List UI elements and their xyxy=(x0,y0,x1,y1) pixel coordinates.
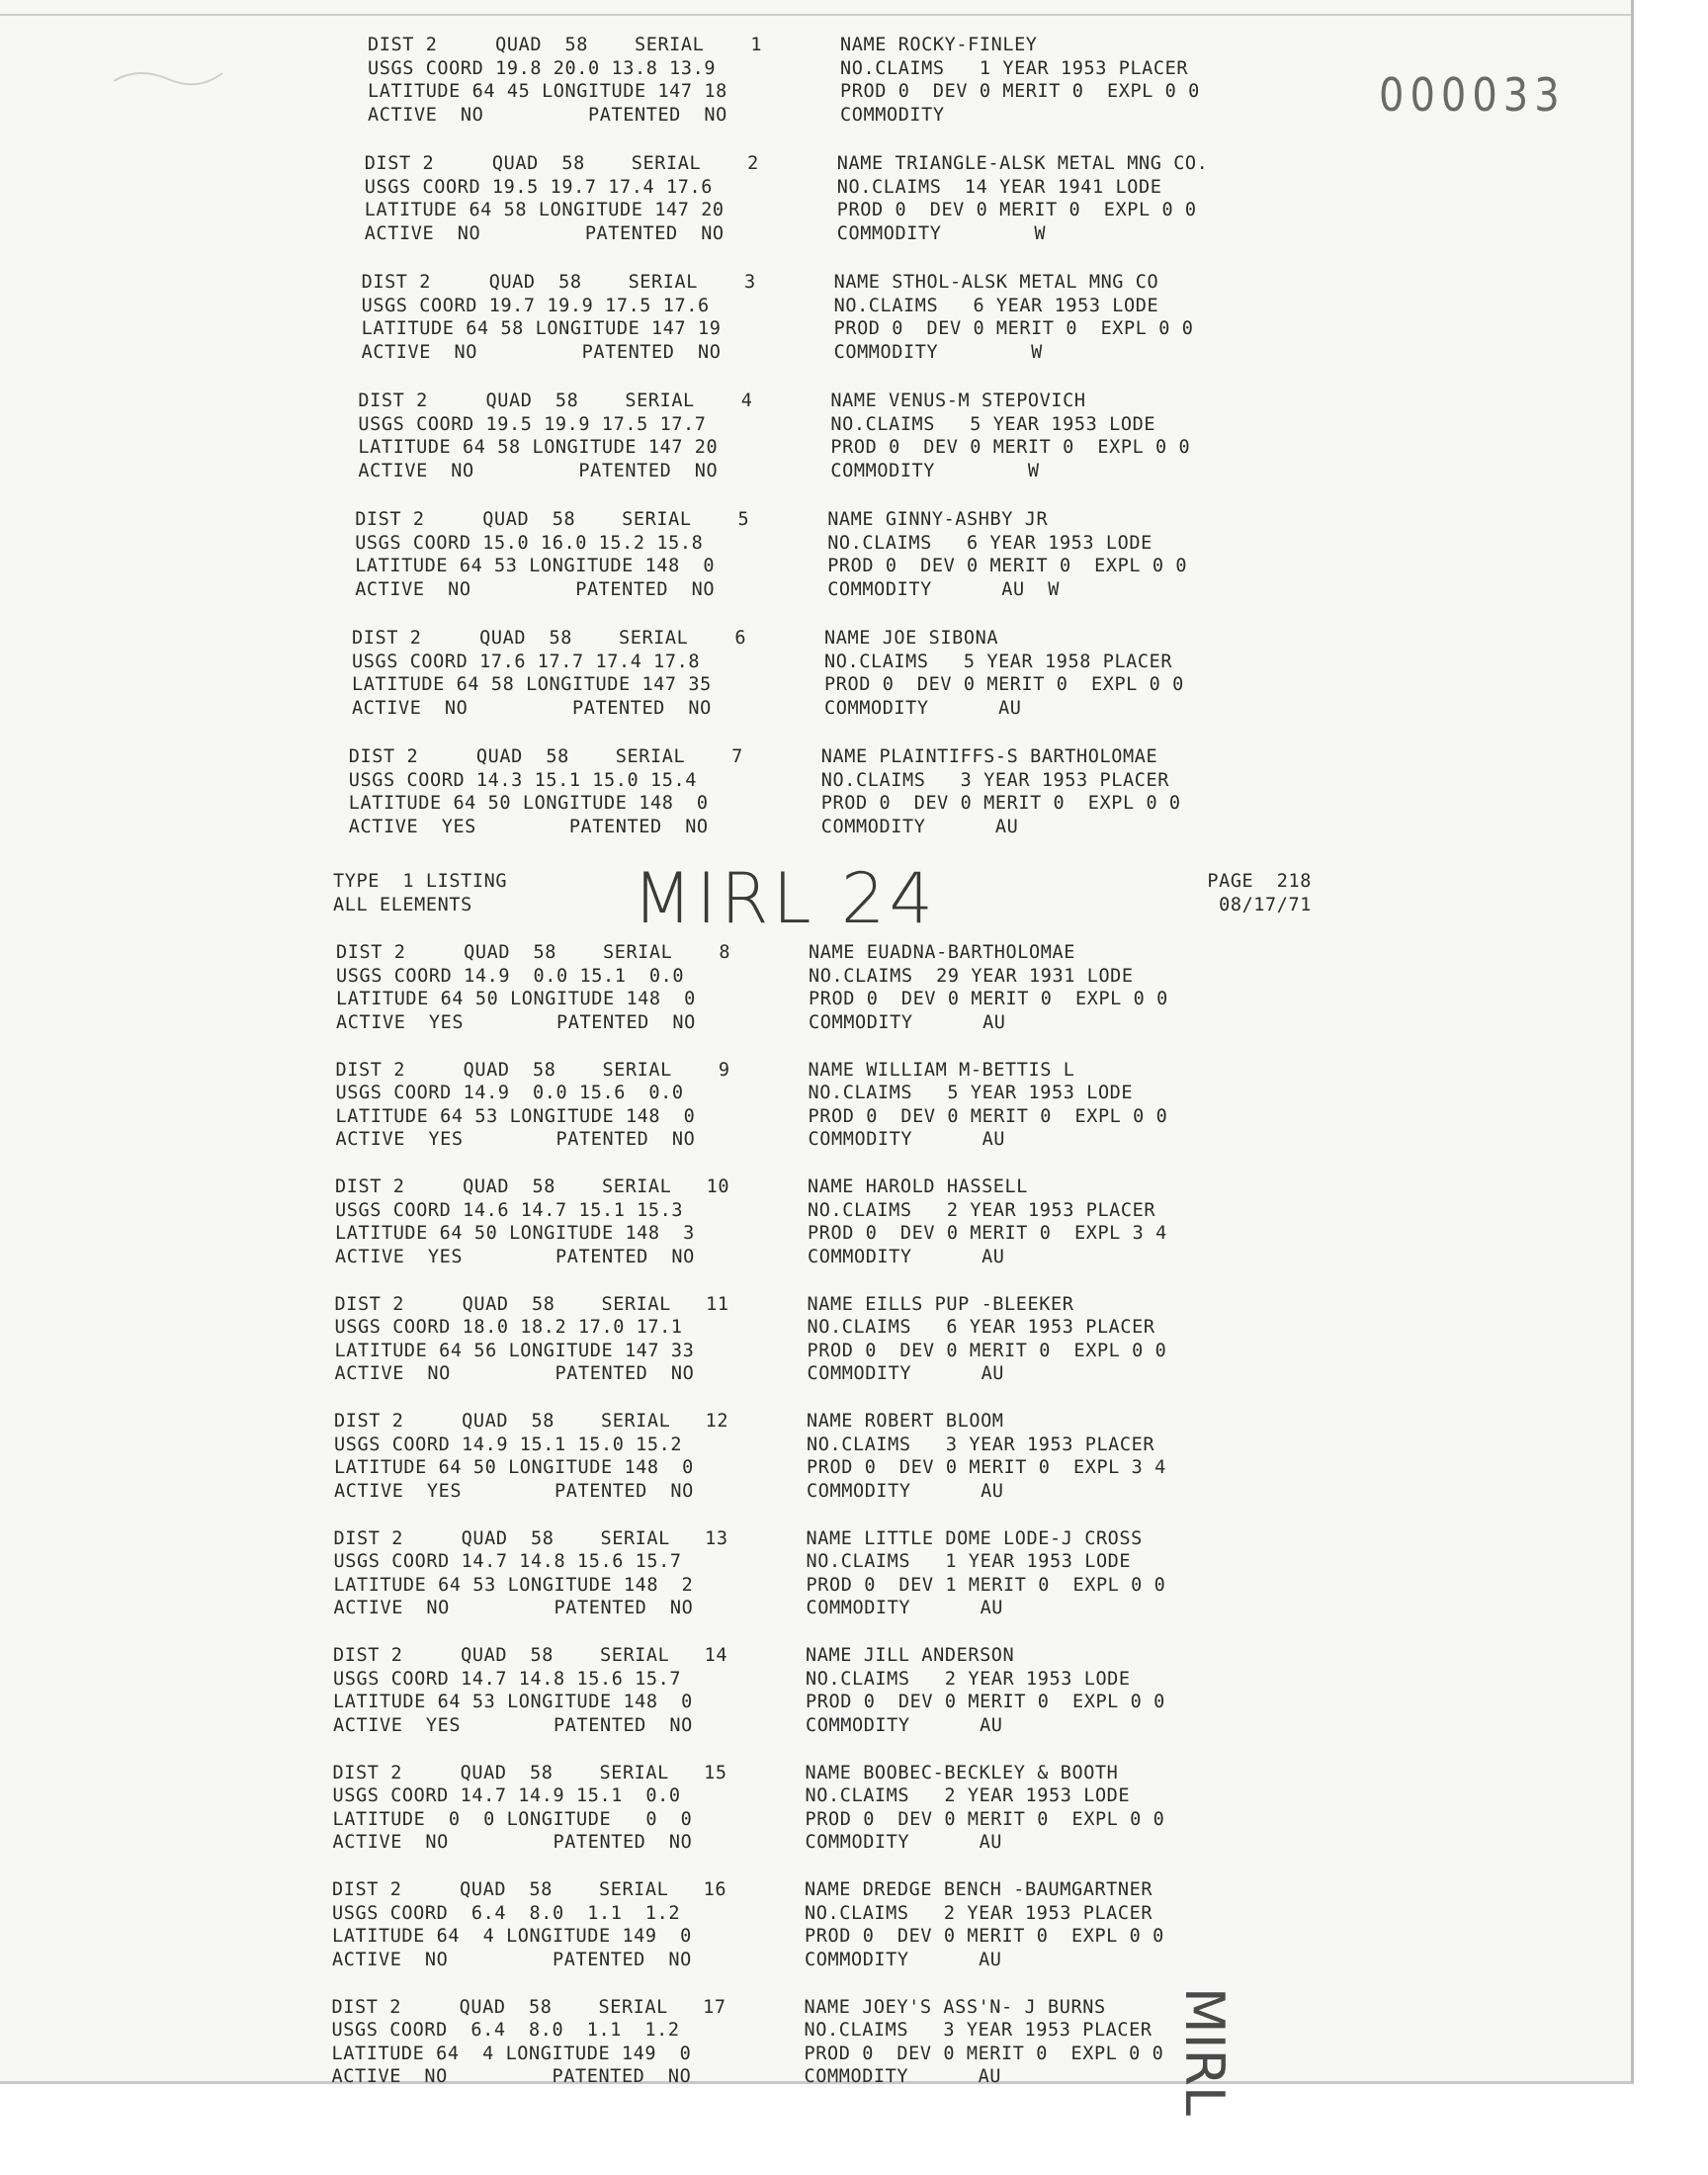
record-left-field: USGS COORD 19.7 19.9 17.5 17.6 xyxy=(361,295,710,316)
record-line xyxy=(349,769,1288,793)
record-right-field: COMMODITY AU xyxy=(806,1598,1004,1619)
record-right-field: NO.CLAIMS 2 YEAR 1953 LODE xyxy=(805,1785,1131,1807)
claim-record xyxy=(362,271,1301,364)
record-line xyxy=(362,341,1301,365)
record-line xyxy=(368,57,1307,81)
claim-record xyxy=(368,34,1307,127)
record-right-field: COMMODITY AU xyxy=(809,1011,1006,1033)
record-right-field: COMMODITY AU xyxy=(804,2066,1002,2088)
record-line xyxy=(355,508,1294,532)
claim-record xyxy=(355,508,1294,601)
record-right-field: NO.CLAIMS 6 YEAR 1953 LODE xyxy=(827,532,1153,554)
record-left-field: USGS COORD 14.9 0.0 15.6 0.0 xyxy=(335,1083,684,1104)
record-left-field: DIST 2 QUAD 58 SERIAL 12 xyxy=(334,1411,729,1433)
record-left-field: DIST 2 QUAD 58 SERIAL 9 xyxy=(335,1059,730,1081)
record-line xyxy=(333,1691,1272,1714)
record-right-field: COMMODITY AU xyxy=(805,1949,1002,1970)
claim-record xyxy=(349,745,1288,838)
record-line xyxy=(352,673,1291,697)
record-line xyxy=(335,1199,1274,1223)
record-left-field: DIST 2 QUAD 58 SERIAL 11 xyxy=(334,1293,729,1315)
record-left-field: USGS COORD 14.9 0.0 15.1 0.0 xyxy=(336,965,685,987)
record-left-field: LATITUDE 64 50 LONGITUDE 148 0 xyxy=(334,1457,694,1479)
record-left-field: ACTIVE NO PATENTED NO xyxy=(368,104,727,126)
record-left-field: ACTIVE NO PATENTED NO xyxy=(332,1949,692,1970)
record-left-field: ACTIVE YES PATENTED NO xyxy=(335,1129,696,1151)
record-left-field: LATITUDE 64 50 LONGITUDE 148 3 xyxy=(335,1223,695,1245)
page-info: PAGE 218 08/17/71 xyxy=(1207,871,1312,915)
record-line xyxy=(334,1480,1273,1504)
record-left-field: USGS COORD 15.0 16.0 15.2 15.8 xyxy=(355,532,704,554)
record-left-field: LATITUDE 64 50 LONGITUDE 148 0 xyxy=(348,793,709,815)
record-left-field: DIST 2 QUAD 58 SERIAL 8 xyxy=(336,942,731,964)
record-line xyxy=(362,295,1301,318)
record-line xyxy=(336,1082,1275,1105)
record-right-field: NO.CLAIMS 6 YEAR 1953 PLACER xyxy=(807,1317,1155,1339)
record-left-field: LATITUDE 64 58 LONGITUDE 147 35 xyxy=(352,674,712,696)
record-right-field: PROD 0 DEV 0 MERIT 0 EXPL 0 0 xyxy=(827,556,1188,577)
record-left-field: LATITUDE 64 45 LONGITUDE 147 18 xyxy=(368,81,727,103)
record-left-field: ACTIVE NO PATENTED NO xyxy=(333,1598,694,1619)
record-line xyxy=(332,1949,1271,1972)
record-line xyxy=(333,1831,1272,1855)
claim-record xyxy=(336,941,1275,1034)
record-line xyxy=(333,1808,1272,1832)
record-left-field: DIST 2 QUAD 58 SERIAL 10 xyxy=(335,1176,730,1198)
record-right-field: PROD 0 DEV 0 MERIT 0 EXPL 0 0 xyxy=(836,200,1197,221)
record-line xyxy=(334,1597,1273,1620)
record-left-field: ACTIVE NO PATENTED NO xyxy=(334,1363,695,1385)
record-left-field: USGS COORD 18.0 18.2 17.0 17.1 xyxy=(334,1317,683,1339)
record-left-field: DIST 2 QUAD 58 SERIAL 7 xyxy=(348,746,743,768)
record-right-field: PROD 0 DEV 0 MERIT 0 EXPL 0 0 xyxy=(808,1105,1168,1127)
record-line xyxy=(332,1925,1271,1949)
claim-record xyxy=(333,1644,1272,1737)
claim-record xyxy=(332,1878,1271,1971)
record-right-field: COMMODITY AU xyxy=(807,1363,1005,1385)
claim-record xyxy=(336,1059,1275,1152)
record-line xyxy=(336,1011,1275,1035)
record-left-field: USGS COORD 19.8 20.0 13.8 13.9 xyxy=(368,57,717,79)
record-left-field: USGS COORD 14.9 15.1 15.0 15.2 xyxy=(334,1434,683,1455)
record-right-field: PROD 0 DEV 1 MERIT 0 EXPL 0 0 xyxy=(806,1574,1166,1596)
record-line xyxy=(349,816,1288,839)
record-right-field: NAME VENUS-M STEPOVICH xyxy=(830,391,1086,412)
record-left-field: USGS COORD 14.6 14.7 15.1 15.3 xyxy=(335,1199,684,1221)
record-right-field: PROD 0 DEV 0 MERIT 0 EXPL 0 0 xyxy=(807,1340,1167,1361)
record-right-field: PROD 0 DEV 0 MERIT 0 EXPL 0 0 xyxy=(833,318,1194,340)
record-left-field: LATITUDE 64 53 LONGITUDE 148 0 xyxy=(355,556,716,577)
handwritten-label: MIRL 24 xyxy=(633,858,937,939)
record-right-field: NAME EILLS PUP -BLEEKER xyxy=(807,1293,1074,1315)
record-right-field: PROD 0 DEV 0 MERIT 0 EXPL 0 0 xyxy=(824,674,1184,696)
record-line xyxy=(336,1059,1275,1083)
record-right-field: PROD 0 DEV 0 MERIT 0 EXPL 0 0 xyxy=(820,793,1181,815)
record-right-field: COMMODITY W xyxy=(830,460,1040,481)
record-line xyxy=(362,317,1301,341)
record-right-field: NO.CLAIMS 2 YEAR 1953 PLACER xyxy=(808,1199,1156,1221)
record-line xyxy=(358,413,1297,437)
record-right-field: PROD 0 DEV 0 MERIT 0 EXPL 3 4 xyxy=(808,1223,1167,1245)
record-line xyxy=(352,651,1291,674)
record-left-field: ACTIVE NO PATENTED NO xyxy=(358,460,719,481)
record-line xyxy=(332,1902,1271,1926)
record-left-field: USGS COORD 14.3 15.1 15.0 15.4 xyxy=(348,769,697,791)
claim-record xyxy=(334,1527,1273,1620)
record-line xyxy=(335,1175,1274,1199)
record-right-field: PROD 0 DEV 0 MERIT 0 EXPL 3 4 xyxy=(807,1457,1166,1479)
claim-record xyxy=(352,627,1291,720)
record-right-field: COMMODITY W xyxy=(833,341,1043,363)
record-line xyxy=(335,1316,1274,1340)
record-right-field: COMMODITY AU xyxy=(808,1129,1006,1151)
record-left-field: LATITUDE 64 4 LONGITUDE 149 0 xyxy=(331,2043,692,2064)
record-line xyxy=(336,965,1275,989)
record-right-field: NO.CLAIMS 3 YEAR 1953 PLACER xyxy=(804,2020,1153,2042)
claim-record xyxy=(335,1175,1274,1268)
record-line xyxy=(334,1434,1273,1457)
record-line xyxy=(336,1105,1275,1129)
record-right-field: NAME LITTLE DOME LODE-J CROSS xyxy=(806,1527,1143,1549)
record-line xyxy=(362,271,1301,295)
record-left-field: LATITUDE 64 58 LONGITUDE 147 20 xyxy=(358,437,719,459)
record-left-field: USGS COORD 6.4 8.0 1.1 1.2 xyxy=(331,2020,680,2042)
record-right-field: NAME ROBERT BLOOM xyxy=(807,1411,1004,1433)
record-right-field: PROD 0 DEV 0 MERIT 0 EXPL 0 0 xyxy=(806,1692,1165,1713)
document-number-stamp: 000033 xyxy=(1379,69,1566,123)
record-right-field: COMMODITY AU xyxy=(820,816,1019,837)
record-left-field: USGS COORD 14.7 14.8 15.6 15.7 xyxy=(333,1551,682,1573)
record-left-field: USGS COORD 19.5 19.7 17.4 17.6 xyxy=(364,176,713,198)
record-right-field: NO.CLAIMS 5 YEAR 1953 LODE xyxy=(808,1083,1134,1104)
record-line xyxy=(333,1784,1272,1808)
record-line xyxy=(358,460,1297,483)
record-line xyxy=(365,222,1304,246)
record-left-field: DIST 2 QUAD 58 SERIAL 1 xyxy=(368,35,763,56)
record-line xyxy=(332,2019,1271,2043)
record-right-field: PROD 0 DEV 0 MERIT 0 EXPL 0 0 xyxy=(840,81,1200,103)
record-left-field: ACTIVE NO PATENTED NO xyxy=(332,1832,693,1854)
record-right-field: PROD 0 DEV 0 MERIT 0 EXPL 0 0 xyxy=(805,1926,1164,1948)
record-left-field: DIST 2 QUAD 58 SERIAL 13 xyxy=(333,1527,728,1549)
record-left-field: ACTIVE NO PATENTED NO xyxy=(355,578,716,600)
record-right-field: NO.CLAIMS 3 YEAR 1953 PLACER xyxy=(820,769,1169,791)
claim-record xyxy=(332,1996,1271,2089)
record-right-field: NAME BOOBEC-BECKLEY & BOOTH xyxy=(805,1762,1119,1784)
record-line xyxy=(335,1293,1274,1317)
record-right-field: NAME HAROLD HASSELL xyxy=(808,1176,1029,1198)
record-left-field: LATITUDE 64 53 LONGITUDE 148 0 xyxy=(333,1692,693,1713)
record-right-field: NAME TRIANGLE-ALSK METAL MNG CO. xyxy=(836,153,1209,175)
record-line xyxy=(333,1714,1272,1738)
record-left-field: ACTIVE NO PATENTED NO xyxy=(361,341,722,363)
record-left-field: USGS COORD 19.5 19.9 17.5 17.7 xyxy=(358,413,707,435)
handwritten-margin-note: MIRL xyxy=(1173,1987,1236,2117)
record-line xyxy=(358,436,1297,460)
record-left-field: ACTIVE YES PATENTED NO xyxy=(335,1246,695,1267)
record-line xyxy=(334,1574,1273,1598)
record-left-field: LATITUDE 64 53 LONGITUDE 148 2 xyxy=(333,1574,694,1596)
record-line xyxy=(332,1878,1271,1902)
record-line xyxy=(332,2043,1271,2066)
record-line xyxy=(368,34,1307,57)
record-right-field: COMMODITY AU W xyxy=(827,578,1060,600)
record-left-field: DIST 2 QUAD 58 SERIAL 15 xyxy=(332,1762,727,1784)
record-right-field: NAME ROCKY-FINLEY xyxy=(840,35,1038,56)
record-left-field: ACTIVE YES PATENTED NO xyxy=(333,1714,693,1736)
record-line xyxy=(332,1996,1271,2020)
record-line xyxy=(336,941,1275,965)
record-right-field: COMMODITY AU xyxy=(807,1480,1004,1502)
record-right-field: NAME JOEY'S ASS'N- J BURNS xyxy=(804,1996,1106,2018)
record-left-field: USGS COORD 6.4 8.0 1.1 1.2 xyxy=(332,1902,681,1924)
record-right-field: PROD 0 DEV 0 MERIT 0 EXPL 0 0 xyxy=(805,1808,1165,1830)
record-left-field: LATITUDE 64 50 LONGITUDE 148 0 xyxy=(336,989,696,1010)
record-left-field: ACTIVE NO PATENTED NO xyxy=(352,697,712,719)
record-line xyxy=(358,390,1297,413)
record-line xyxy=(355,532,1294,556)
claim-record xyxy=(335,1293,1274,1386)
record-left-field: ACTIVE YES PATENTED NO xyxy=(336,1011,696,1033)
record-right-field: NAME JOE SIBONA xyxy=(824,628,999,650)
record-right-field: NO.CLAIMS 29 YEAR 1931 LODE xyxy=(809,965,1134,987)
record-right-field: NO.CLAIMS 2 YEAR 1953 LODE xyxy=(806,1668,1131,1690)
record-line xyxy=(335,1340,1274,1363)
record-left-field: DIST 2 QUAD 58 SERIAL 2 xyxy=(364,153,759,175)
record-right-field: NO.CLAIMS 1 YEAR 1953 LODE xyxy=(806,1551,1132,1573)
record-left-field: USGS COORD 14.7 14.9 15.1 0.0 xyxy=(332,1785,681,1807)
record-line xyxy=(333,1668,1272,1692)
record-left-field: ACTIVE YES PATENTED NO xyxy=(334,1480,694,1502)
record-left-field: USGS COORD 14.7 14.8 15.6 15.7 xyxy=(333,1668,682,1690)
record-right-field: NO.CLAIMS 6 YEAR 1953 LODE xyxy=(833,295,1159,316)
record-right-field: NAME STHOL-ALSK METAL MNG CO xyxy=(833,272,1159,294)
record-line xyxy=(334,1550,1273,1574)
record-right-field: COMMODITY W xyxy=(836,222,1047,244)
record-right-field: NO.CLAIMS 5 YEAR 1953 LODE xyxy=(830,413,1156,435)
record-left-field: LATITUDE 0 0 LONGITUDE 0 0 xyxy=(332,1808,693,1830)
record-line xyxy=(355,578,1294,602)
record-left-field: LATITUDE 64 58 LONGITUDE 147 19 xyxy=(361,318,722,340)
record-line xyxy=(333,1644,1272,1668)
record-left-field: DIST 2 QUAD 58 SERIAL 14 xyxy=(333,1645,728,1667)
record-right-field: COMMODITY AU xyxy=(806,1714,1003,1736)
record-right-field: PROD 0 DEV 0 MERIT 0 EXPL 0 0 xyxy=(830,437,1191,459)
record-line xyxy=(355,555,1294,578)
record-left-field: DIST 2 QUAD 58 SERIAL 17 xyxy=(331,1996,726,2018)
record-line xyxy=(333,1762,1272,1785)
record-line xyxy=(335,1246,1274,1269)
record-right-field: NO.CLAIMS 5 YEAR 1958 PLACER xyxy=(824,651,1173,672)
record-left-field: ACTIVE YES PATENTED NO xyxy=(348,816,709,837)
record-left-field: DIST 2 QUAD 58 SERIAL 3 xyxy=(361,272,756,294)
record-line xyxy=(334,1527,1273,1551)
record-line xyxy=(349,792,1288,816)
claim-record xyxy=(334,1410,1273,1503)
record-right-field: NAME WILLIAM M-BETTIS L xyxy=(808,1059,1075,1081)
record-line xyxy=(349,745,1288,769)
record-line xyxy=(368,104,1307,128)
record-right-field: NAME EUADNA-BARTHOLOMAE xyxy=(809,942,1075,964)
record-left-field: DIST 2 QUAD 58 SERIAL 4 xyxy=(358,391,753,412)
record-line xyxy=(336,1128,1275,1152)
record-left-field: DIST 2 QUAD 58 SERIAL 6 xyxy=(352,628,747,650)
record-right-field: COMMODITY AU xyxy=(805,1832,1003,1854)
record-right-field: NAME JILL ANDERSON xyxy=(806,1645,1015,1667)
record-right-field: NAME PLAINTIFFS-S BARTHOLOMAE xyxy=(820,746,1158,768)
record-right-field: PROD 0 DEV 0 MERIT 0 EXPL 0 0 xyxy=(809,989,1168,1010)
record-line xyxy=(335,1222,1274,1246)
record-left-field: LATITUDE 64 4 LONGITUDE 149 0 xyxy=(332,1926,692,1948)
record-right-field: COMMODITY xyxy=(840,104,945,126)
record-left-field: DIST 2 QUAD 58 SERIAL 16 xyxy=(332,1879,727,1901)
claim-record xyxy=(358,390,1297,482)
record-right-field: COMMODITY AU xyxy=(824,697,1022,719)
record-line xyxy=(352,627,1291,651)
record-line xyxy=(365,176,1304,200)
record-left-field: LATITUDE 64 53 LONGITUDE 148 0 xyxy=(335,1105,696,1127)
record-right-field: NAME DREDGE BENCH -BAUMGARTNER xyxy=(805,1879,1153,1901)
record-line xyxy=(336,988,1275,1011)
claim-record xyxy=(333,1762,1272,1855)
record-right-field: COMMODITY AU xyxy=(808,1246,1005,1267)
record-right-field: NO.CLAIMS 1 YEAR 1953 PLACER xyxy=(840,57,1189,79)
record-right-field: PROD 0 DEV 0 MERIT 0 EXPL 0 0 xyxy=(804,2043,1164,2064)
record-right-field: NO.CLAIMS 14 YEAR 1941 LODE xyxy=(836,176,1162,198)
record-line xyxy=(368,80,1307,104)
record-right-field: NO.CLAIMS 3 YEAR 1953 PLACER xyxy=(807,1434,1155,1455)
record-left-field: ACTIVE NO PATENTED NO xyxy=(331,2066,692,2088)
record-right-field: NAME GINNY-ASHBY JR xyxy=(827,509,1049,531)
sheet-edge xyxy=(0,14,1631,16)
record-line xyxy=(365,199,1304,222)
record-left-field: USGS COORD 17.6 17.7 17.4 17.8 xyxy=(352,651,701,672)
listing-type: TYPE 1 LISTING ALL ELEMENTS xyxy=(333,871,508,915)
record-line xyxy=(365,152,1304,176)
claim-record xyxy=(365,152,1304,245)
record-line xyxy=(335,1362,1274,1386)
record-line xyxy=(332,2065,1271,2089)
margin-smudge xyxy=(109,61,227,91)
record-left-field: DIST 2 QUAD 58 SERIAL 5 xyxy=(355,509,750,531)
record-right-field: NO.CLAIMS 2 YEAR 1953 PLACER xyxy=(805,1902,1153,1924)
record-left-field: LATITUDE 64 58 LONGITUDE 147 20 xyxy=(364,200,725,221)
record-left-field: LATITUDE 64 56 LONGITUDE 147 33 xyxy=(334,1340,695,1361)
record-left-field: ACTIVE NO PATENTED NO xyxy=(364,222,725,244)
record-line xyxy=(334,1410,1273,1434)
record-line xyxy=(352,697,1291,721)
record-line xyxy=(334,1456,1273,1480)
